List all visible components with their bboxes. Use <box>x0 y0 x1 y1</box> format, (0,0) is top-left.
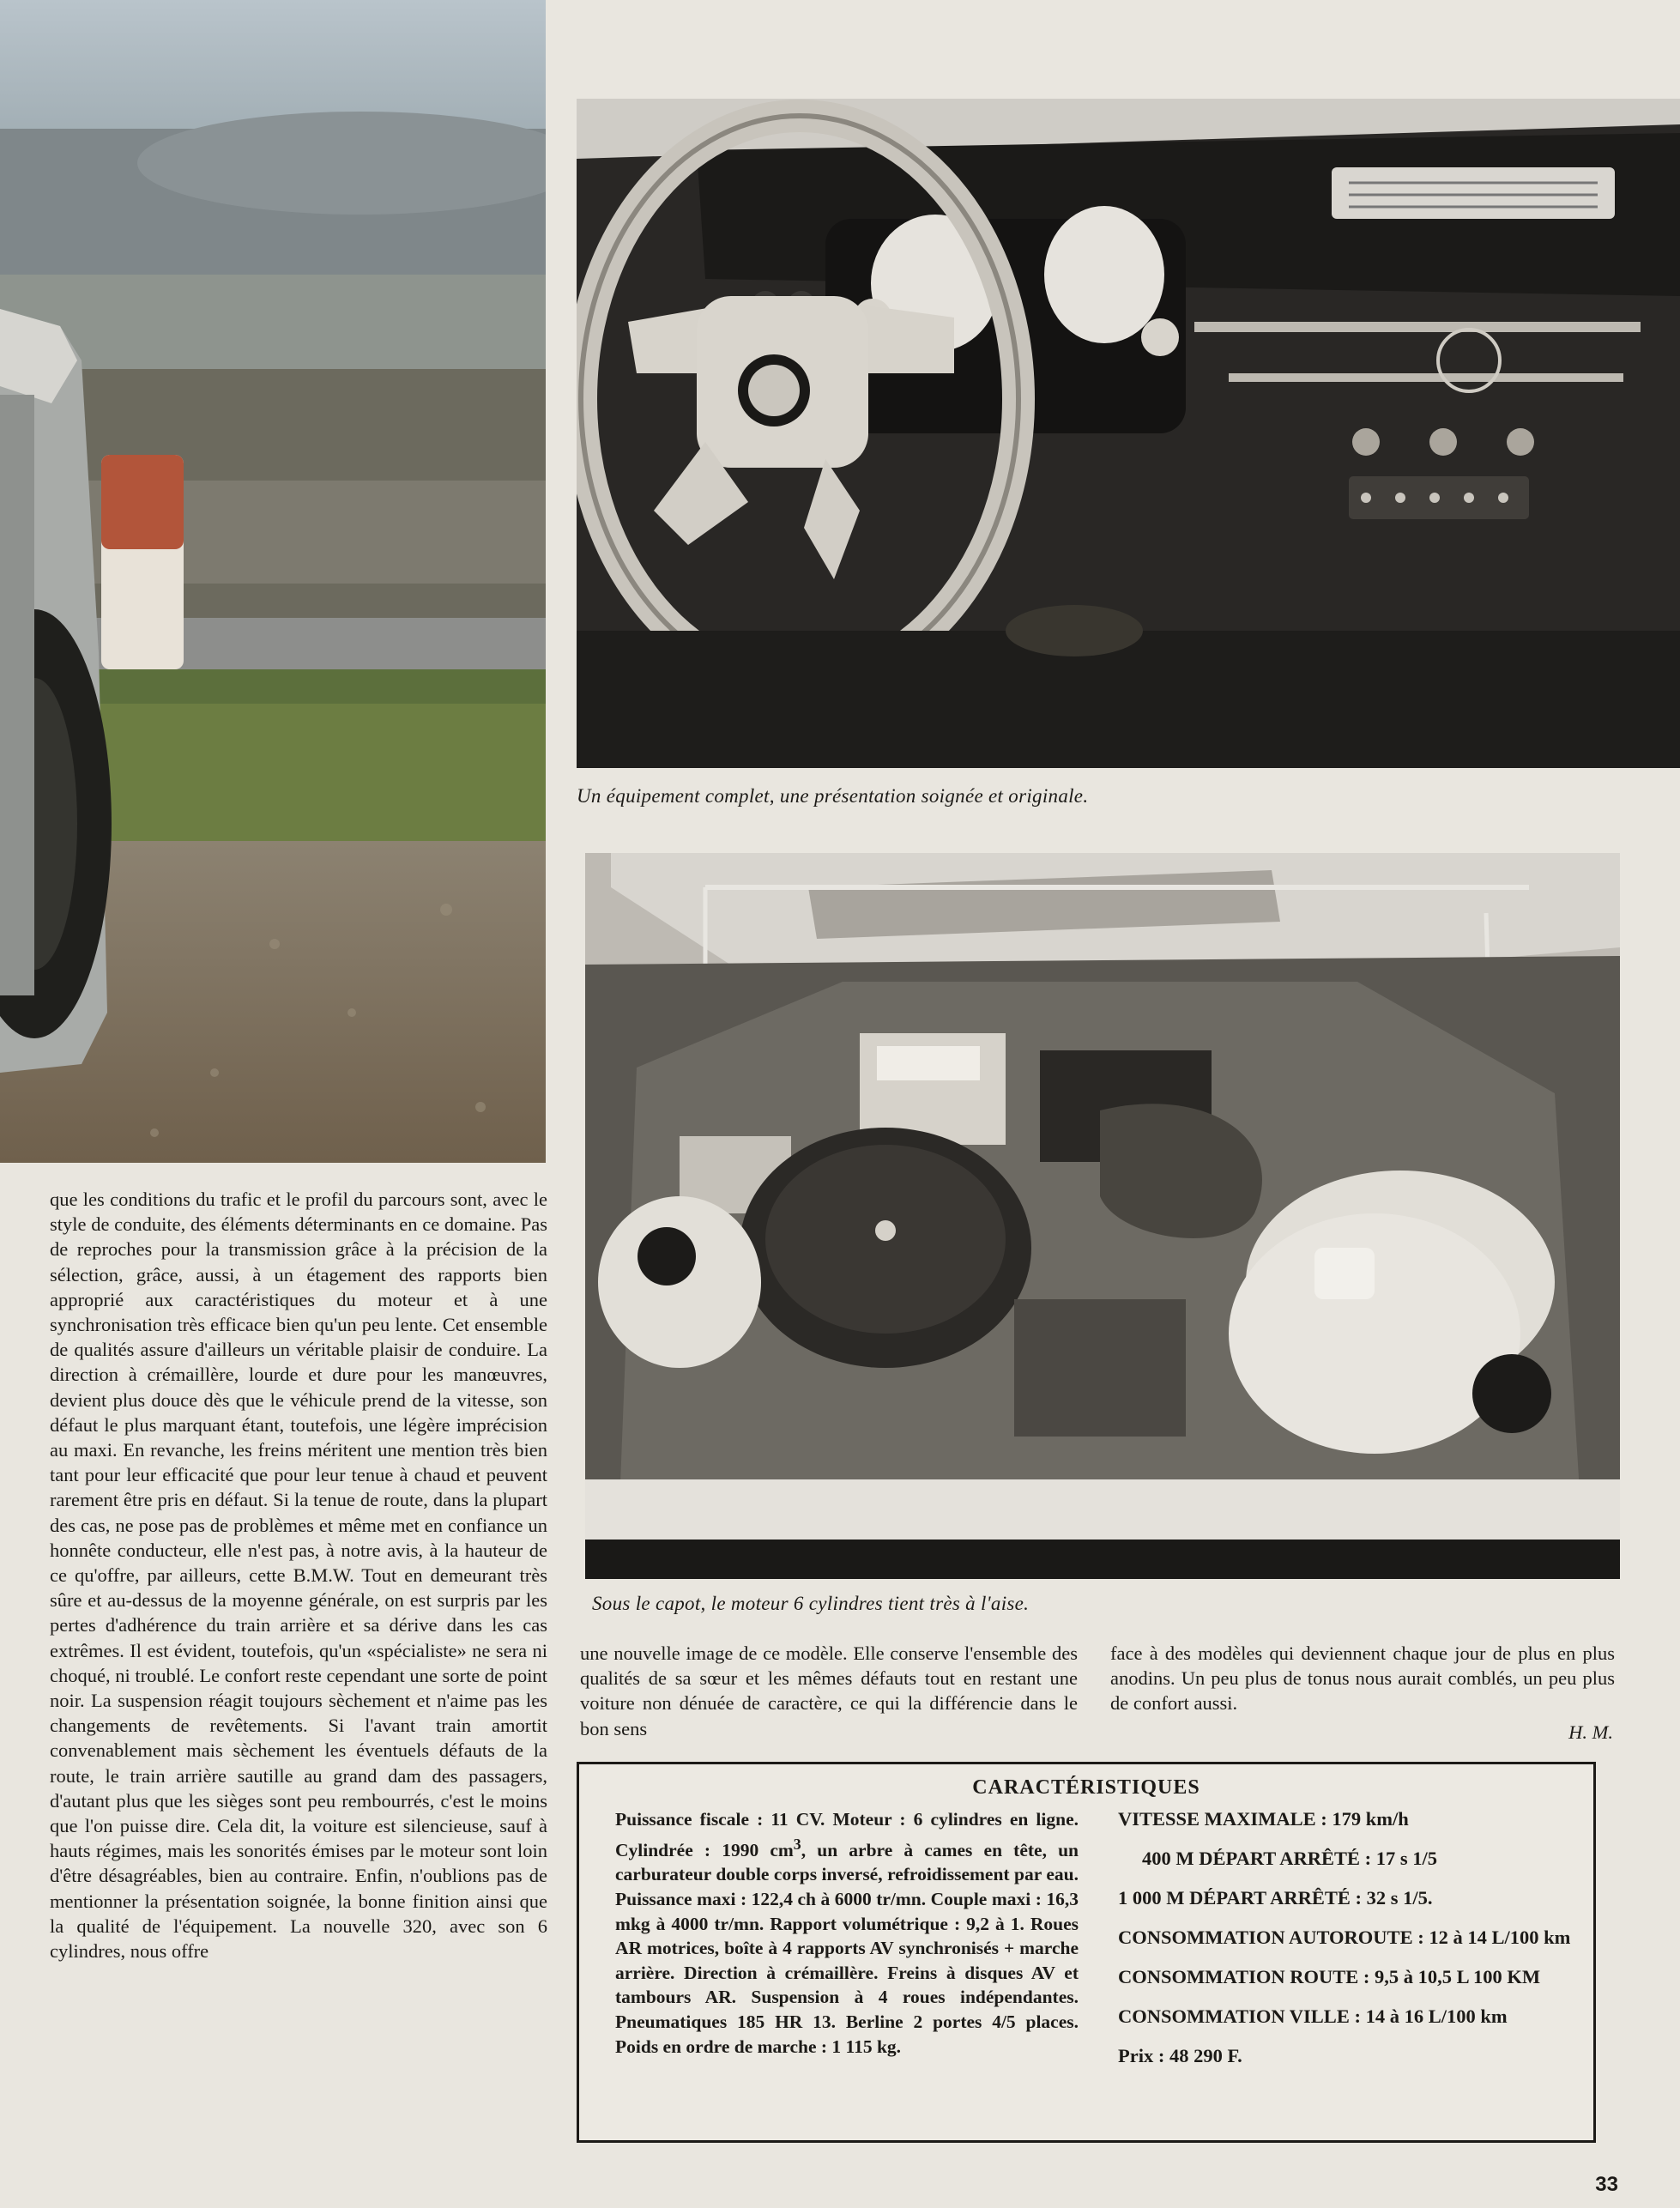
article-column-left <box>50 1187 547 1963</box>
spec-superscript: 3 <box>793 1835 801 1853</box>
dashboard-caption: Un équipement complet, une présentation soignée et originale. <box>577 785 1089 807</box>
engine-bay-photo <box>585 853 1620 1579</box>
spec-text: , un arbre à cames en tête, un carburateur double corps inversé, refroidissement par eau. Puissance maxi : 122,4 ch à 6000 tr/mn. Couple maxi : 16,3 mkg à 4000 tr/mn. Rapport volumétrique : 9,2 à 1. Roues AR motrices, boîte à 4 rapports AV synchronisés + marche arrière. Direction à crémaillère. Freins à disques AV et tambours AR. Suspension à 4 roues indépendantes. Pneumatiques 185 HR 13. Berline 2 portes 4/5 places. Poids en ordre de marche : 1 115 kg. <box>615 1839 1079 2057</box>
spec-top-speed: VITESSE MAXIMALE : 179 km/h <box>1118 1808 1409 1830</box>
engine-caption: Sous le capot, le moteur 6 cylindres tient très à l'aise. <box>592 1593 1030 1614</box>
specifications-performance <box>1118 1807 1573 2084</box>
article-column-right <box>1110 1641 1615 1745</box>
author-signature: H. M. <box>1568 1721 1613 1743</box>
article-paragraph: face à des modèles qui deviennent chaque jour de plus en plus anodins. Un peu plus de tonus nous aurait comblés, un peu plus de confort aussi. <box>1110 1642 1615 1715</box>
specifications-box <box>577 1762 1596 2143</box>
page-number: 33 <box>1595 2173 1618 2196</box>
spec-consumption-highway: CONSOMMATION AUTOROUTE : 12 à 14 L/100 km <box>1118 1927 1571 1948</box>
car-side-photo <box>0 0 546 1163</box>
spec-price: Prix : 48 290 F. <box>1118 2045 1242 2066</box>
spec-consumption-city: CONSOMMATION VILLE : 14 à 16 L/100 km <box>1118 2005 1508 2027</box>
dashboard-photo <box>577 99 1680 768</box>
spec-1000m: 1 000 M DÉPART ARRÊTÉ : 32 s 1/5. <box>1118 1887 1433 1909</box>
specifications-technical <box>615 1807 1079 2059</box>
specifications-title: CARACTÉRISTIQUES <box>972 1776 1200 1799</box>
spec-400m: 400 M DÉPART ARRÊTÉ : 17 s 1/5 <box>1142 1848 1438 1869</box>
article-paragraph: une nouvelle image de ce modèle. Elle conserve l'ensemble des qualités de sa sœur et les mêmes défauts tout en restant une voiture non dénuée de caractère, ce qui la différencie dans le bon sens <box>580 1642 1078 1739</box>
article-paragraph: que les conditions du trafic et le profil du parcours sont, avec le style de conduite, des éléments déterminants en ce domaine. Pas de reproches pour la transmission grâce à la précision de la sélection, grâce, aussi, à un étagement des rapports bien approprié aux caractéristiques du moteur et à une synchronisation très efficace bien qu'un peu lente. Cet ensemble de qualités assure d'ailleurs un véritable plaisir de conduire. La direction à crémaillère, lourde et dure pour les manœuvres, devient plus douce dès que le véhicule prend de la vitesse, son défaut le plus marquant étant, toutefois, une légère imprécision au maxi. En revanche, les freins méritent une mention très bien tant pour leur efficacité que pour leur tenue à chaud et peuvent rarement être pris en défaut. Si la tenue de route, dans la plupart des cas, ne pose pas de problèmes et même met en confiance un honnête conducteur, elle n'est pas, à notre avis, à la hauteur de ce qu'offre, par ailleurs, cette B.M.W. Tout en demeurant très sûre et au-dessus de la moyenne générale, on est surpris par les pertes d'adhérence du train arrière et sa dérive dans les cas extrêmes. Il est évident, toutefois, qu'un «spécialiste» ne sera ni choqué, ni troublé. Le confort reste cependant une sorte de point noir. La suspension réagit toujours sèchement et n'aime pas les changements de revêtements. Si l'avant train amortit convenablement mais sèchement les éventuels défauts de la route, le train arrière sautille au grand dam des passagers, d'autant plus que les sièges sont peu rembourrés, c'est le moins que l'on puisse dire. Cela dit, la voiture est silencieuse, sauf à hauts régimes, mais les sonorités émises par le moteur sont loin d'être désagréables, bien au contraire. Enfin, n'oublions pas de mentionner la présentation soignée, la bonne finition ainsi que la qualité de l'équipement. La nouvelle 320, avec son 6 cylindres, nous offre <box>50 1189 547 1963</box>
spec-consumption-road: CONSOMMATION ROUTE : 9,5 à 10,5 L 100 KM <box>1118 1966 1541 1987</box>
spec-text: Puissance fiscale : 11 CV. Moteur : 6 cylindres en ligne. Cylindrée : 1990 cm <box>615 1809 1079 1860</box>
article-column-middle <box>580 1641 1078 1741</box>
